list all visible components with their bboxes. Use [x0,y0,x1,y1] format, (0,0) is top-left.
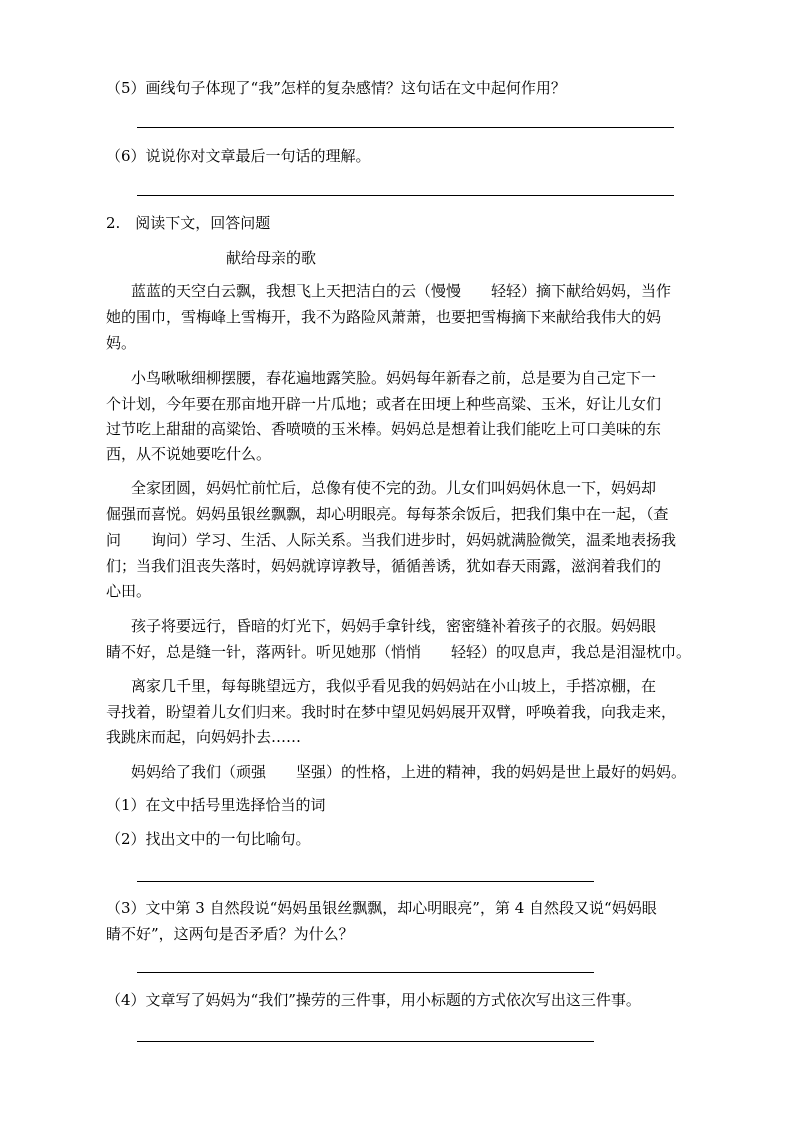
question-6: （6）说说你对文章最后一句话的理解。 [106,147,371,165]
paragraph-line: 小鸟啾啾细柳摆腰，春花遍地露笑脸。妈妈每年新春之前，总是要为自己定下一 [131,369,657,387]
answer-line-q6 [137,195,674,196]
paragraph-line: 倔强而喜悦。妈妈虽银丝飘飘，却心明眼亮。每每茶余饭后，把我们集中在一起，（查 [106,505,669,523]
paragraph-line: 们；当我们沮丧失落时，妈妈就谆谆教导，循循善诱，犹如春天雨露，滋润着我们的 [106,557,662,575]
paragraph-line: 过节吃上甜甜的高粱饴、香喷喷的玉米棒。妈妈总是想着让我们能吃上可口美味的东 [106,420,662,438]
paragraph-line: 我跳床而起，向妈妈扑去…… [106,728,302,746]
paragraph-line: 她的围巾，雪梅峰上雪梅开，我不为路险风萧萧，也要把雪梅摘下来献给我伟大的妈 [106,308,662,326]
question-3-line-1: （3）文中第 3 自然段说“妈妈虽银丝飘飘，却心明眼亮”，第 4 自然段又说“妈妈眼 [106,899,657,917]
paragraph-line: 蓝蓝的天空白云飘，我想飞上天把洁白的云（慢慢 轻轻）摘下献给妈妈，当作 [131,282,672,300]
paragraph-line: 心田。 [106,582,152,600]
paragraph-line: 孩子将要远行，昏暗的灯光下，妈妈手拿针线，密密缝补着孩子的衣服。妈妈眼 [131,617,657,635]
section-2-heading: 2. 阅读下文，回答问题 [106,214,271,232]
question-5: （5）画线句子体现了“我”怎样的复杂感情？这句话在文中起何作用？ [106,79,566,97]
paragraph-line: 妈。 [106,334,137,352]
answer-line-q3 [137,972,594,973]
paragraph-line: 个计划，今年要在那亩地开辟一片瓜地；或者在田埂上种些高粱、玉米，好让儿女们 [106,395,662,413]
answer-line-q4 [137,1041,594,1042]
paragraph-line: 离家几千里，每每眺望远方，我似乎看见我的妈妈站在小山坡上，手搭凉棚，在 [131,677,657,695]
paragraph-line: 妈妈给了我们（顽强 坚强）的性格，上进的精神，我的妈妈是世上最好的妈妈。 [131,763,687,781]
paragraph-line: 睛不好，总是缝一针，落两针。听见她那（悄悄 轻轻）的叹息声，我总是泪湿枕巾。 [106,643,692,661]
answer-line-q2 [137,881,594,882]
question-4: （4）文章写了妈妈为“我们”操劳的三件事，用小标题的方式依次写出这三件事。 [106,991,641,1009]
paragraph-line: 问 询问）学习、生活、人际关系。当我们进步时，妈妈就满脸微笑，温柔地表扬我 [106,531,677,549]
question-2: （2）找出文中的一句比喻句。 [106,830,311,848]
paragraph-line: 西，从不说她要吃什么。 [106,445,272,463]
paragraph-line: 全家团圆，妈妈忙前忙后，总像有使不完的劲。儿女们叫妈妈休息一下，妈妈却 [131,479,657,497]
question-3-line-2: 睛不好”，这两句是否矛盾？为什么？ [106,925,354,943]
article-title: 献给母亲的歌 [226,249,317,267]
answer-line-q5 [137,127,674,128]
paragraph-line: 寻找着，盼望着儿女们归来。我时时在梦中望见妈妈展开双臂，呼唤着我，向我走来， [106,703,677,721]
question-1: （1）在文中括号里选择恰当的词 [106,796,326,814]
